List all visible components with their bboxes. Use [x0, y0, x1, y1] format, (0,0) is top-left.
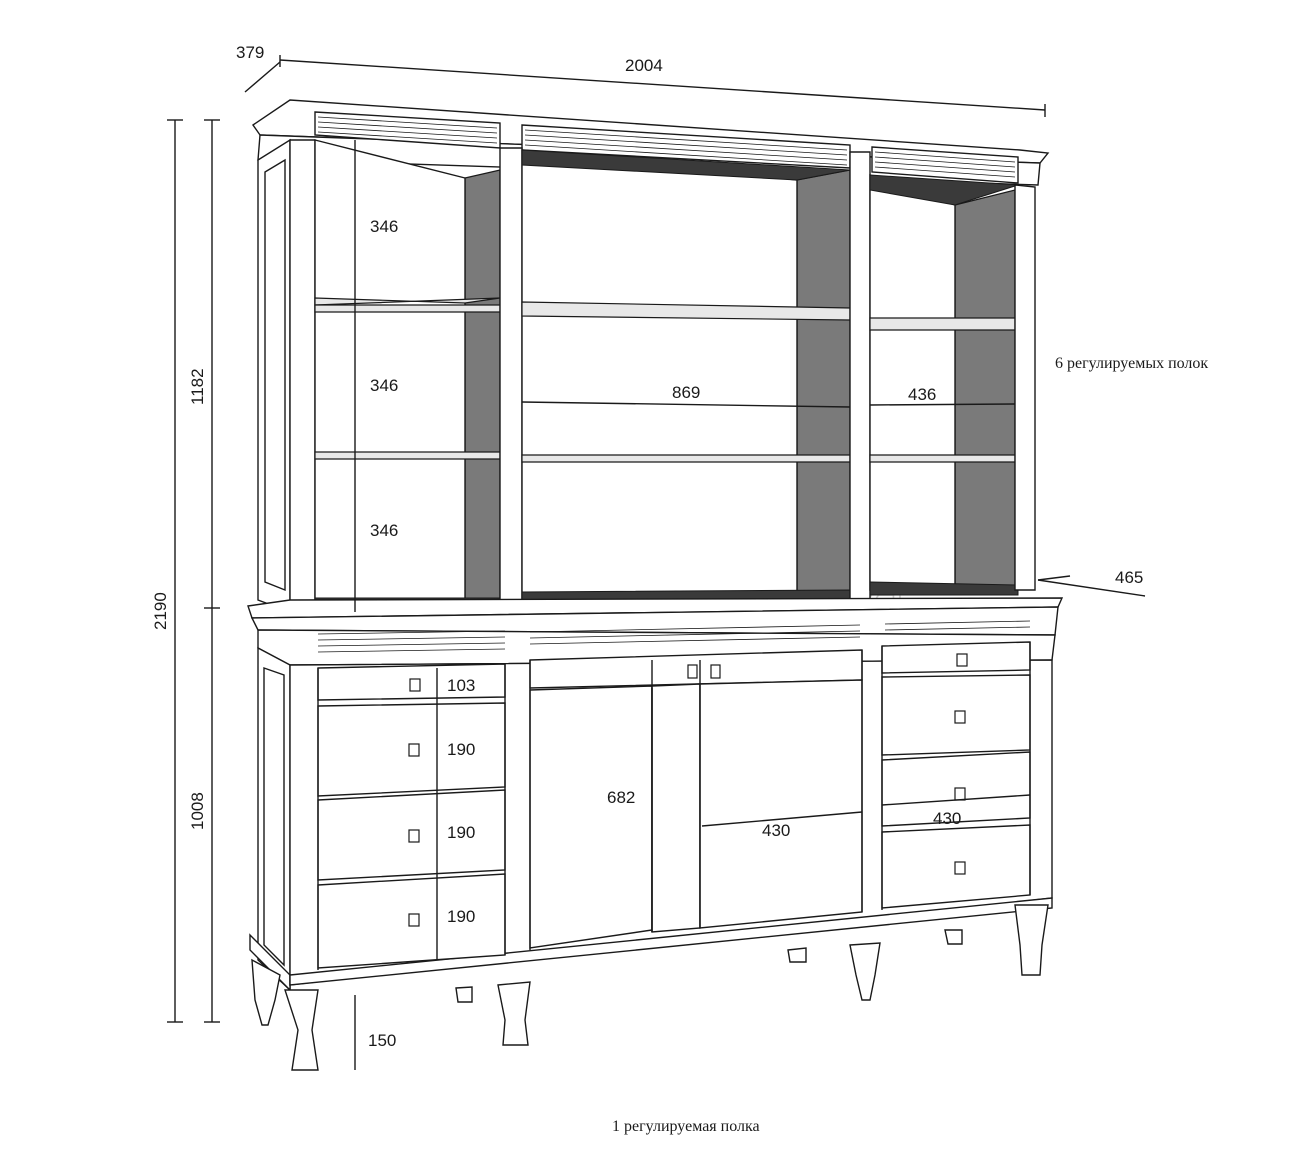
label-depth-bottom: 465 [1115, 568, 1144, 587]
hutch-left-post [290, 140, 315, 612]
hutch-middle-bay [522, 150, 850, 606]
label-right-width: 436 [908, 385, 937, 404]
left-drawer-stack [318, 664, 505, 968]
hutch-left-side-inset [265, 160, 285, 590]
label-shelf-gap-2: 346 [370, 376, 399, 395]
leg-front-left [285, 990, 318, 1070]
right-drawer-small [882, 642, 1030, 673]
center-doors [530, 650, 862, 948]
label-drawer-small: 103 [447, 676, 476, 695]
buffet-left-side-inset [264, 668, 284, 965]
hutch-post-right-middle [850, 152, 870, 600]
door-right [700, 680, 862, 928]
middle-shelf-2 [522, 455, 850, 462]
left-shelf-1-front [315, 305, 500, 312]
label-drawer-1: 190 [447, 740, 476, 759]
leg-back-stub [945, 930, 962, 944]
label-leg-height: 150 [368, 1031, 397, 1050]
drawer-knob [409, 914, 419, 926]
dim-line-right-width [870, 404, 1015, 405]
right-shelf-1 [870, 318, 1015, 330]
label-door-width: 430 [762, 821, 791, 840]
label-shelf-gap-1: 346 [370, 217, 399, 236]
left-bay-inner-side [465, 170, 500, 605]
drawer-knob [955, 788, 965, 800]
middle-bay-inner-side [797, 170, 850, 600]
label-middle-width: 869 [672, 383, 701, 402]
label-right-drawer-width: 430 [933, 809, 962, 828]
lower-buffet [248, 598, 1062, 1070]
label-shelf-gap-3: 346 [370, 521, 399, 540]
label-drawer-2: 190 [447, 823, 476, 842]
drawer-knob [409, 744, 419, 756]
door-knob-left [688, 665, 697, 678]
right-bay-back [870, 175, 955, 590]
note-top-shelves: 6 регулируемых полок [1055, 355, 1209, 372]
drawer-knob [410, 679, 420, 691]
drawer-knob [957, 654, 967, 666]
drawer-knob [409, 830, 419, 842]
leg-front-right [1015, 905, 1048, 975]
left-shelf-2 [315, 452, 500, 459]
drawer-knob [955, 711, 965, 723]
leg-front-right-middle [850, 943, 880, 1000]
label-drawer-3: 190 [447, 907, 476, 926]
hutch-right-post [1015, 185, 1035, 590]
label-total-height: 2190 [151, 592, 170, 630]
note-bottom-shelf: 1 регулируемая полка [612, 1118, 760, 1135]
right-shelf-2 [870, 455, 1015, 462]
label-top-height: 1182 [188, 368, 207, 405]
hutch-post-left-middle [500, 148, 522, 608]
middle-bay-back [522, 150, 797, 604]
drawer-knob [955, 862, 965, 874]
leg-front-middle [498, 982, 530, 1045]
door-left-outer [530, 686, 652, 948]
hutch-right-bay [870, 175, 1018, 595]
door-knob-right [711, 665, 720, 678]
label-door-height: 682 [607, 788, 636, 807]
door-left-inner [652, 684, 700, 932]
leg-back-stub [456, 987, 472, 1002]
right-drawer-stack [882, 642, 1030, 908]
label-depth-top: 379 [236, 43, 265, 62]
label-bottom-height: 1008 [188, 792, 207, 830]
leg-back-stub [788, 948, 806, 962]
dim-line-depth-top [245, 62, 280, 92]
label-total-width: 2004 [625, 56, 663, 75]
right-bay-inner-side [955, 190, 1015, 588]
